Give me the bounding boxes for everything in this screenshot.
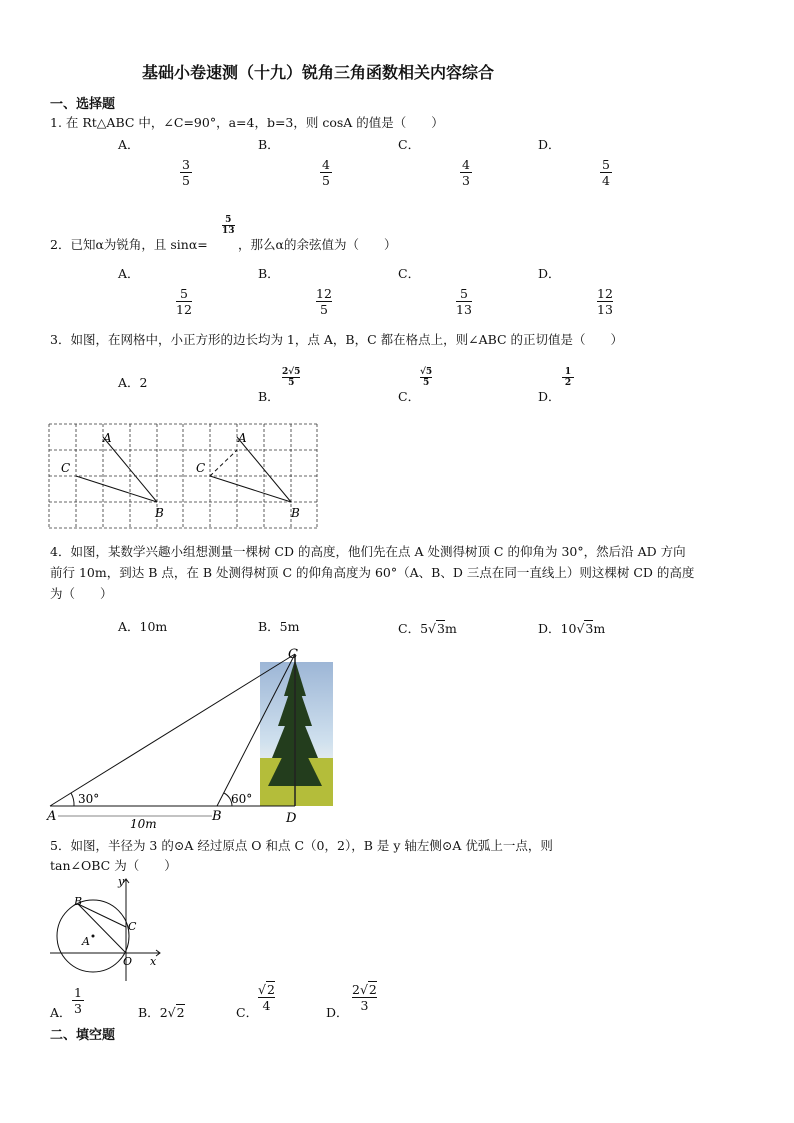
point-b-right: B xyxy=(291,506,300,520)
option-d-radicand: 3 xyxy=(585,621,594,636)
q1-option-d-fraction[interactable] xyxy=(600,157,612,188)
denominator: 2 xyxy=(564,378,572,388)
sqrt-sign: √ xyxy=(428,621,436,636)
numerator: 5 xyxy=(179,286,188,301)
q5-stem-line2: tan∠OBC 为（ ） xyxy=(50,858,177,873)
grid-lines xyxy=(49,424,317,528)
q2-stem-part2: ，那么α的余弦值为（ ） xyxy=(238,237,397,252)
distance-label: 10m xyxy=(130,817,157,831)
option-d-unit: m xyxy=(593,621,606,636)
page-title: 基础小卷速测（十九）锐角三角函数相关内容综合 xyxy=(142,63,495,82)
q3-option-b-fraction[interactable] xyxy=(282,367,300,388)
q3-option-c-fraction[interactable] xyxy=(420,367,432,388)
q4-option-c[interactable] xyxy=(398,619,457,637)
axes xyxy=(50,879,160,981)
q1-option-b-fraction[interactable] xyxy=(320,157,332,188)
denominator: 13 xyxy=(222,226,235,236)
option-b-radicand: 2 xyxy=(176,1005,185,1020)
radicand: 2 xyxy=(266,982,275,997)
q5-option-c-fraction[interactable] xyxy=(258,981,275,1013)
q5-circle-figure xyxy=(48,875,168,985)
denominator: 4 xyxy=(602,173,610,188)
point-a-label: A xyxy=(82,935,90,948)
q4-option-b[interactable]: B．5m xyxy=(258,619,300,634)
denominator: 3 xyxy=(74,1001,82,1016)
denominator: 5 xyxy=(322,173,330,188)
q4-option-d[interactable] xyxy=(538,619,605,637)
numerator: 1 xyxy=(564,367,572,377)
option-c-radicand: 3 xyxy=(437,621,445,636)
angle-30-label: 30° xyxy=(78,792,100,806)
point-a-right: A xyxy=(238,431,247,445)
q3-option-a[interactable]: A．2 xyxy=(118,375,148,390)
denominator: 3 xyxy=(462,173,470,188)
numerator: √5 xyxy=(420,367,433,377)
denominator: 13 xyxy=(597,302,613,317)
q1-label-d: D． xyxy=(538,137,561,152)
numerator: 12 xyxy=(316,286,332,301)
q1-label-c: C． xyxy=(398,137,421,152)
point-c-label: C xyxy=(288,647,298,662)
q2-label-c: C． xyxy=(398,266,421,281)
numerator: 4 xyxy=(322,157,330,172)
denominator: 5 xyxy=(422,378,430,388)
q2-option-c-fraction[interactable] xyxy=(456,286,472,317)
q4-stem-line1: 4．如图，某数学兴趣小组想测量一棵树 CD 的高度，他们先在点 A 处测得树顶 C 的仰角为 30°，然后沿 AD 方向 xyxy=(50,544,686,559)
option-d-prefix: D．10 xyxy=(538,621,577,636)
numerator: 3 xyxy=(182,157,190,172)
point-c-left: C xyxy=(61,461,71,475)
q4-tree-figure xyxy=(44,646,344,832)
numerator xyxy=(258,981,275,997)
denominator: 13 xyxy=(456,302,472,317)
right-triangle xyxy=(210,437,291,502)
q5-option-b[interactable] xyxy=(138,1003,185,1021)
q2-label-b: B． xyxy=(258,266,280,281)
point-a-left: A xyxy=(103,431,112,445)
q2-option-b-fraction[interactable] xyxy=(316,286,332,317)
point-b-label: B xyxy=(212,809,222,824)
point-b-label: B xyxy=(74,895,83,908)
numerator: 5 xyxy=(459,286,468,301)
sqrt-sign: √ xyxy=(167,1005,176,1020)
option-c-prefix: C．5 xyxy=(398,621,429,636)
denominator: 4 xyxy=(262,998,271,1013)
q2-label-d: D． xyxy=(538,266,561,281)
denominator: 5 xyxy=(319,302,328,317)
q2-stem-part1: 2．已知α为锐角，且 sinα= xyxy=(50,237,208,252)
axis-x-label: x xyxy=(150,955,157,968)
point-a-label: A xyxy=(47,809,57,824)
q3-label-d: D． xyxy=(538,389,561,404)
numerator: 12 xyxy=(597,286,613,301)
q1-stem: 1. 在 Rt△ABC 中，∠C=90°，a=4，b=3，则 cosA 的值是（ ） xyxy=(50,115,444,130)
sqrt-sign: √ xyxy=(576,621,585,636)
numerator-prefix: 2 xyxy=(352,982,360,997)
q5-option-a-fraction[interactable] xyxy=(72,985,84,1016)
option-c-unit: m xyxy=(444,621,457,636)
numerator: 5 xyxy=(602,157,610,172)
q3-option-d-fraction[interactable] xyxy=(562,367,574,388)
numerator: 2√5 xyxy=(282,367,301,377)
q4-stem-line3: 为（ ） xyxy=(50,586,113,601)
numerator: 1 xyxy=(74,985,82,1000)
q5-label-d: D． xyxy=(326,1005,349,1020)
q5-label-a: A． xyxy=(50,1005,72,1020)
axis-y-label: y xyxy=(118,875,125,888)
origin-o-label: O xyxy=(123,955,133,968)
q5-stem-line1: 5．如图，半径为 3 的⊙A 经过原点 O 和点 C（0，2），B 是 y 轴左侧⊙A 优弧上一点，则 xyxy=(50,838,553,853)
angle-60-label: 60° xyxy=(231,792,253,806)
q5-option-d-fraction[interactable] xyxy=(352,981,377,1013)
section-heading-fill: 二、填空题 xyxy=(50,1028,116,1043)
q4-stem-line2: 前行 10m，到达 B 点，在 B 处测得树顶 C 的仰角高度为 60°（A、B、D 三点在同一直线上）则这棵树 CD 的高度 xyxy=(50,565,695,580)
sqrt-sign: √ xyxy=(359,982,368,997)
q3-label-b: B． xyxy=(258,389,280,404)
q3-label-c: C． xyxy=(398,389,421,404)
denominator: 3 xyxy=(360,998,369,1013)
q1-option-a-fraction[interactable] xyxy=(180,157,192,188)
numerator: 5 xyxy=(225,215,232,225)
point-d-label: D xyxy=(286,811,297,826)
q1-label-a: A． xyxy=(118,137,140,152)
section-heading-choice: 一、选择题 xyxy=(50,97,116,112)
numerator: 4 xyxy=(462,157,470,172)
center-point-a xyxy=(92,935,95,938)
point-b-left: B xyxy=(155,506,164,520)
option-b-prefix: 2 xyxy=(159,1005,168,1020)
q5-label-c: C． xyxy=(236,1005,259,1020)
sqrt-sign: √ xyxy=(258,982,266,997)
left-triangle xyxy=(76,437,157,502)
numerator xyxy=(352,981,377,997)
q2-option-d-fraction[interactable] xyxy=(597,286,613,317)
q2-label-a: A． xyxy=(118,266,140,281)
q1-option-c-fraction[interactable] xyxy=(460,157,472,188)
q4-option-a[interactable]: A．10m xyxy=(118,619,168,634)
point-c-right: C xyxy=(196,461,206,475)
q2-sin-fraction xyxy=(222,215,235,236)
point-c-label: C xyxy=(128,920,137,933)
q1-label-b: B． xyxy=(258,137,280,152)
q3-stem: 3．如图，在网格中，小正方形的边长均为 1，点 A，B，C 都在格点上，则∠ABC 的正切值是（ ） xyxy=(50,332,624,347)
denominator: 5 xyxy=(182,173,190,188)
q2-option-a-fraction[interactable] xyxy=(176,286,192,317)
option-b-label: B． xyxy=(138,1005,160,1020)
denominator: 12 xyxy=(176,302,192,317)
radicand: 2 xyxy=(368,982,377,997)
q3-grid-figure xyxy=(46,420,321,532)
denominator: 5 xyxy=(288,378,295,388)
